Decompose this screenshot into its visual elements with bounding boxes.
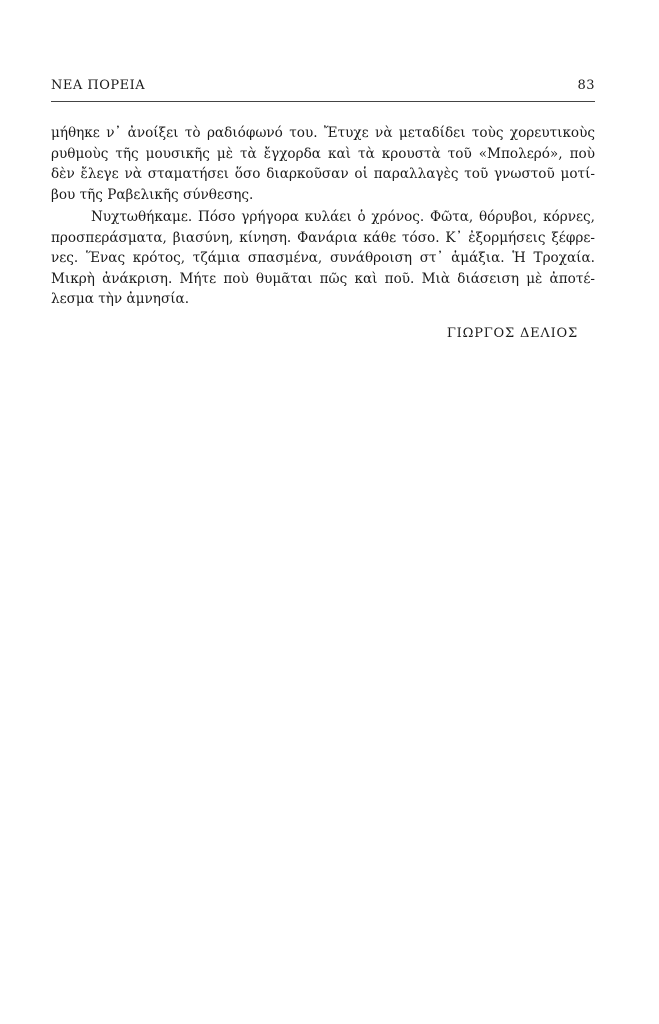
- header-rule: [51, 101, 595, 102]
- paragraph: [51, 207, 595, 310]
- text-line: Νυχτωθήκαμε. Πόσο γρήγορα κυλάει ὁ χρόνος. Φῶτα, θόρυβοι, κόρνες,: [91, 209, 595, 225]
- paragraph: [51, 123, 595, 205]
- running-head: [51, 78, 595, 93]
- text-line: ρυθμοὺς τῆς μουσικῆς μὲ τὰ ἔγχορδα καὶ τὰ κρουστὰ τοῦ «Μπολερό», ποὺ: [51, 145, 595, 162]
- text-line: Μικρὴ ἀνάκριση. Μήτε ποὺ θυμᾶται πῶς καὶ ποῦ. Μιὰ διάσειση μὲ ἀποτέ-: [51, 270, 595, 287]
- text-line: προσπεράσματα, βιασύνη, κίνηση. Φανάρια κάθε τόσο. Κ᾿ ἐξορμήσεις ξέφρε-: [51, 229, 595, 246]
- text-line: λεσμα τὴν ἀμνησία.: [51, 291, 190, 307]
- author-signature: ΓΙΩΡΓΟΣ ΔΕΛΙΟΣ: [446, 326, 578, 341]
- text-line: βου τῆς Ραβελικῆς σύνθεσης.: [51, 186, 254, 203]
- page-number: 83: [577, 78, 595, 93]
- journal-title: ΝΕΑ ΠΟΡΕΙΑ: [51, 78, 146, 93]
- text-line: νες. Ἕνας κρότος, τζάμια σπασμένα, συνάθροιση στ᾿ ἁμάξια. Ἡ Τροχαία.: [51, 250, 595, 266]
- body-text: [51, 123, 595, 310]
- text-line: δὲν ἔλεγε νὰ σταματήσει ὅσο διαρκοῦσαν οἱ παραλλαγὲς τοῦ γνωστοῦ μοτί-: [51, 166, 595, 182]
- text-line: μήθηκε ν᾿ ἀνοίξει τὸ ραδιόφωνό του. Ἔτυχε νὰ μεταδίδει τοὺς χορευτικοὺς: [51, 125, 595, 141]
